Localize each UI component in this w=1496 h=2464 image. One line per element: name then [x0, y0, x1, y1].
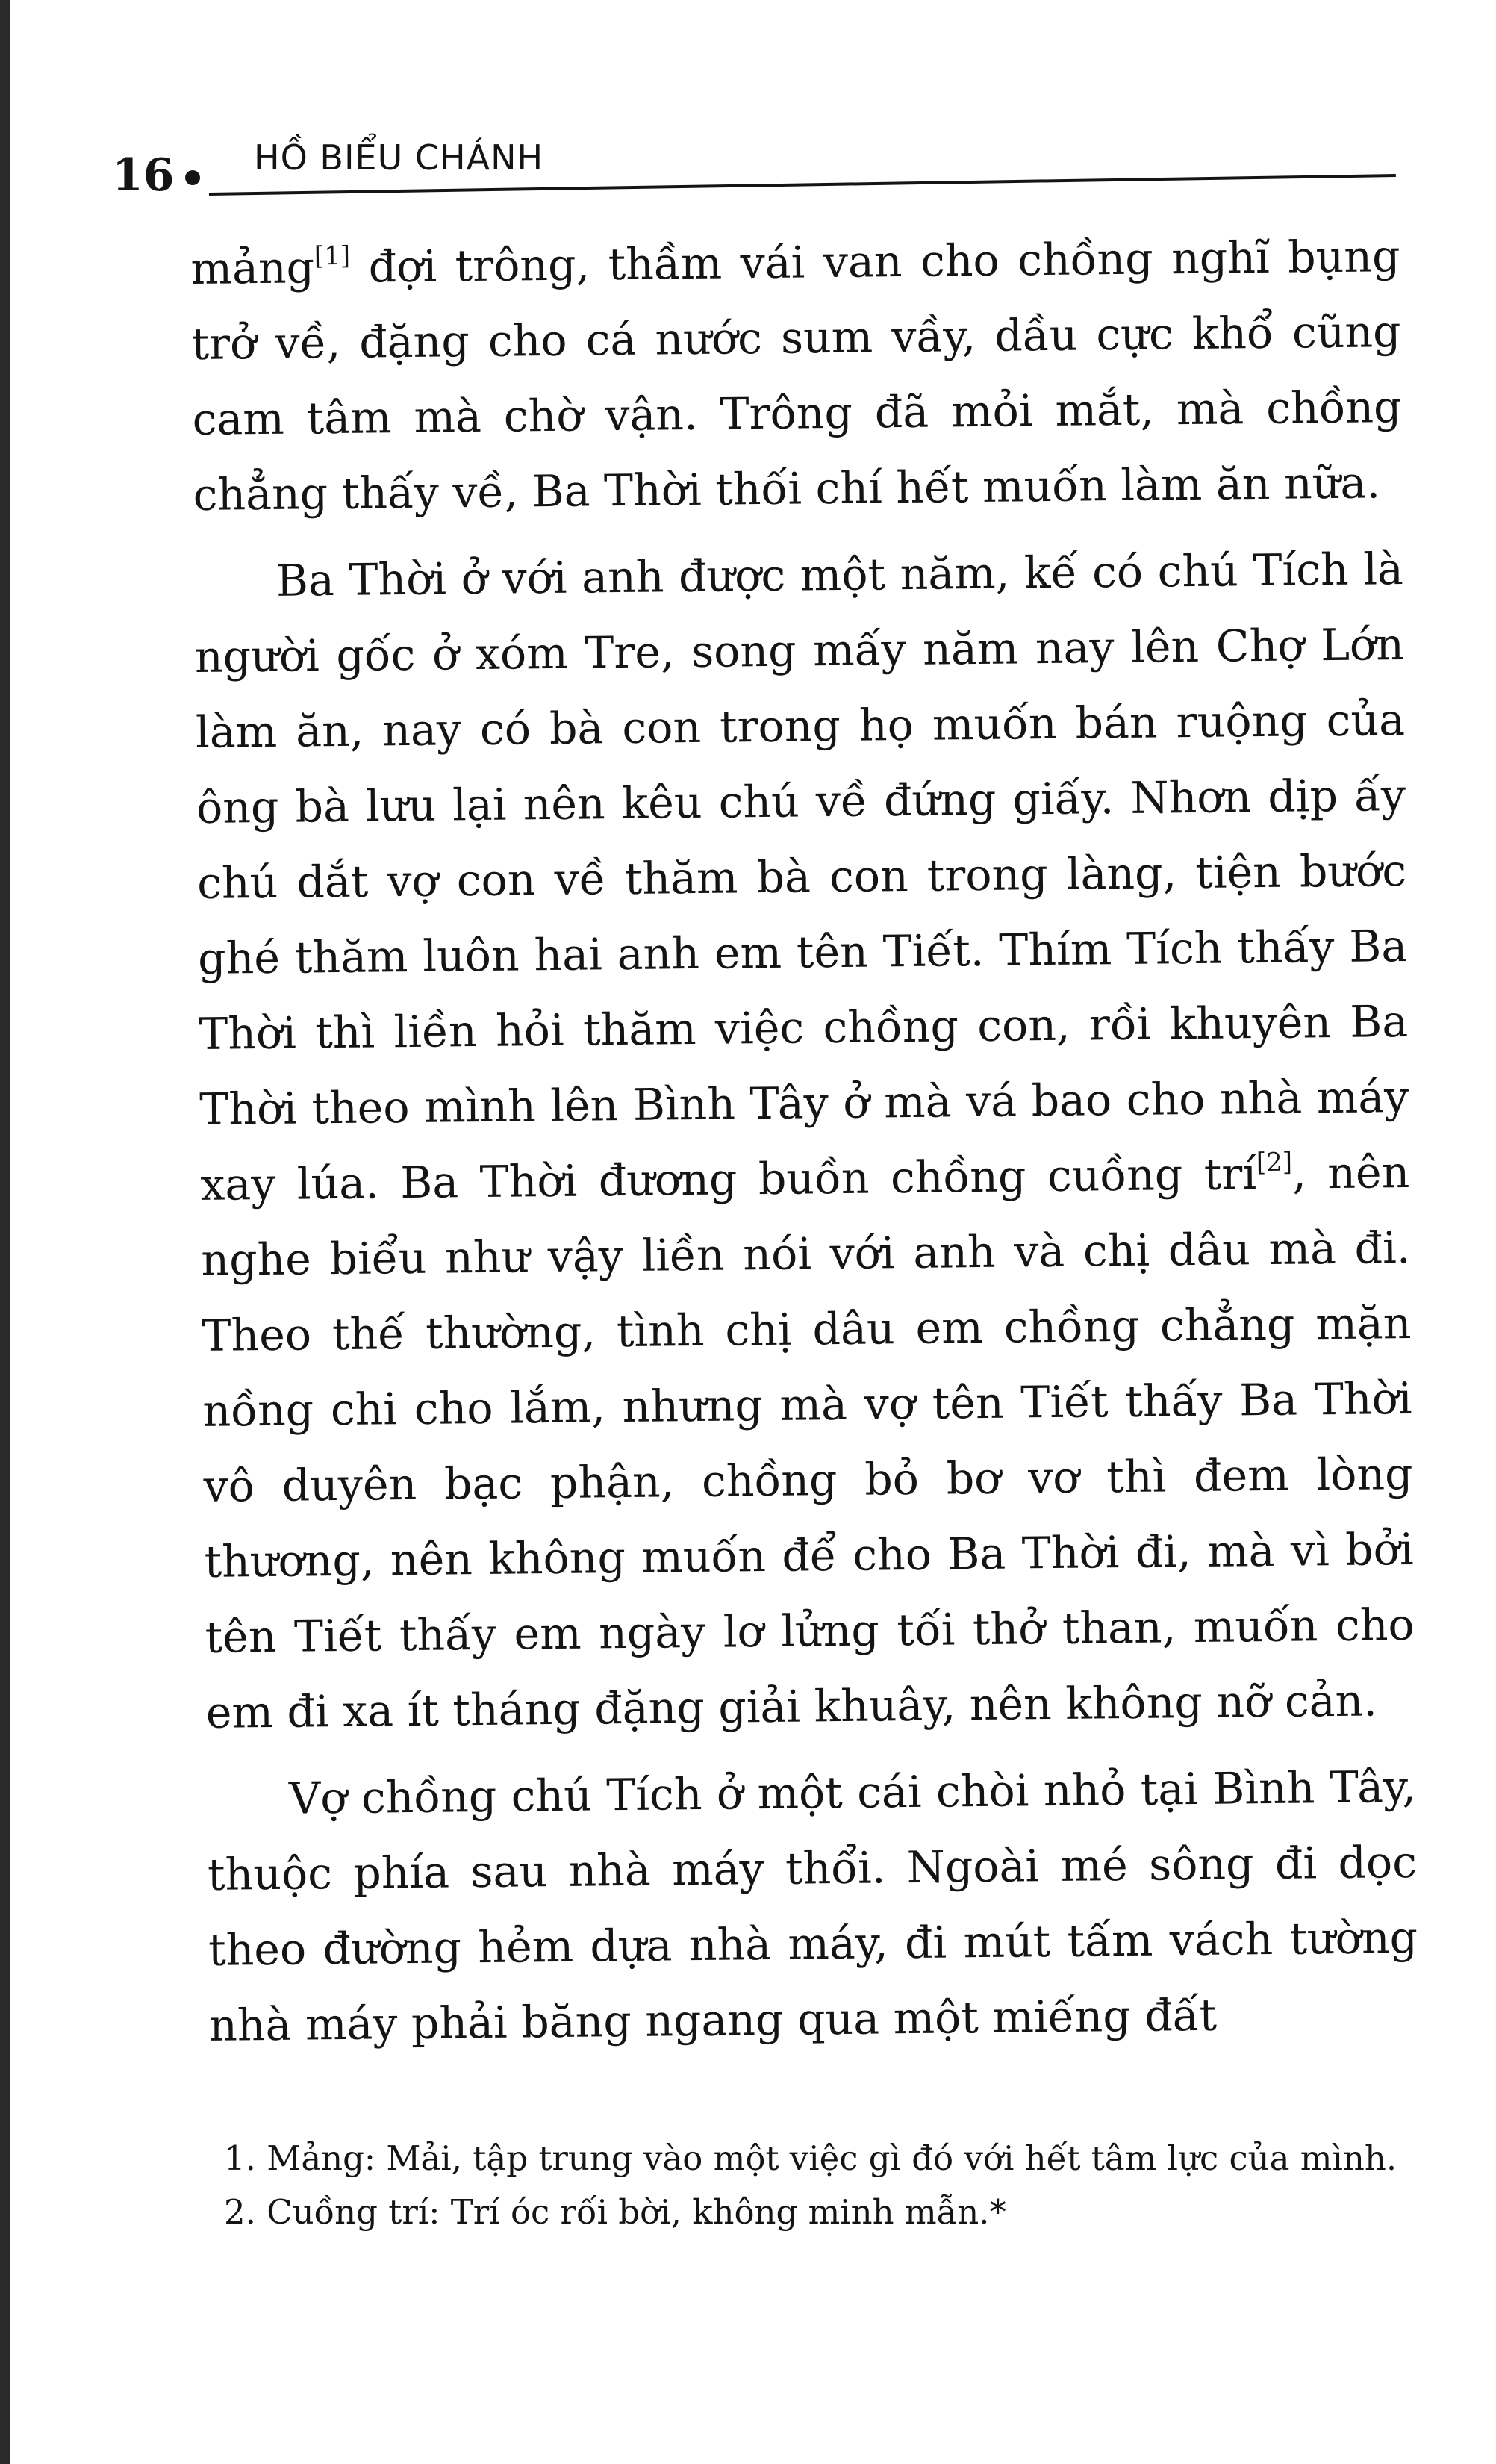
- page-edge-shadow: [0, 0, 10, 2464]
- running-head: HỒ BIỂU CHÁNH: [254, 137, 544, 178]
- page-number: 16: [112, 149, 175, 202]
- paragraph-2: [193, 532, 1415, 1751]
- paragraph-2-rest: , nên nghe biểu như vậy liền nói với anh và chị dâu mà đi. Theo thế thường, tình chị dâu em chồng chẳng mặn nồng chi cho lắm, nhưng mà vợ tên Tiết thấy Ba Thời vô duyên bạc phận, chồng bỏ bơ vơ thì đem lòng thương, nên không muốn để cho Ba Thời đi, mà vì bởi tên Tiết thấy em ngày lơ lửng tối thở than, muốn cho em đi xa ít tháng đặng giải khuây, nên không nỡ cản.: [201, 1146, 1415, 1738]
- paragraph-1: [190, 219, 1403, 533]
- paragraph-1-start: mảng: [190, 242, 315, 294]
- paragraph-1-rest: đợi trông, thầm vái van cho chồng nghĩ bụng trở về, đặng cho cá nước sum vầy, dầu cực khổ cũng cam tâm mà chờ vận. Trông đã mỏi mắt, mà chồng chẳng thấy về, Ba Thời thối chí hết muốn làm ăn nữa.: [191, 231, 1402, 520]
- bullet-icon: [185, 170, 200, 185]
- body-text: [190, 219, 1419, 2075]
- footnote-1: 1. Mảng: Mải, tập trung vào một việc gì đó với hết tâm lực của mình.: [224, 2138, 1397, 2178]
- footnote-ref-1: [1]: [314, 240, 351, 272]
- footnote-2: 2. Cuồng trí: Trí óc rối bời, không minh mẫn.*: [224, 2192, 1006, 2232]
- footnotes: [224, 2132, 1403, 2239]
- page-header: [112, 127, 1396, 209]
- paragraph-2-start: Ba Thời ở với anh được một năm, kế có chú Tích là người gốc ở xóm Tre, song mấy năm nay lên Chợ Lớn làm ăn, nay có bà con trong họ muốn bán ruộng của ông bà lưu lại nên kêu chú về đứng giấy. Nhơn dịp ấy chú dắt vợ con về thăm bà con trong làng, tiện bước ghé thăm luôn hai anh em tên Tiết. Thím Tích thấy Ba Thời thì liền hỏi thăm việc chồng con, rồi khuyên Ba Thời theo mình lên Bình Tây ở mà vá bao cho nhà máy xay lúa. Ba Thời đương buồn chồng cuồng trí: [194, 544, 1409, 1210]
- paragraph-3: Vợ chồng chú Tích ở một cái chòi nhỏ tại Bình Tây, thuộc phía sau nhà máy thổi. Ngoài mé sông đi dọc theo đường hẻm dựa nhà máy, đi mút tấm vách tường nhà máy phải băng ngang qua một miếng đất: [207, 1761, 1418, 2051]
- footnote-ref-2: [2]: [1256, 1147, 1293, 1178]
